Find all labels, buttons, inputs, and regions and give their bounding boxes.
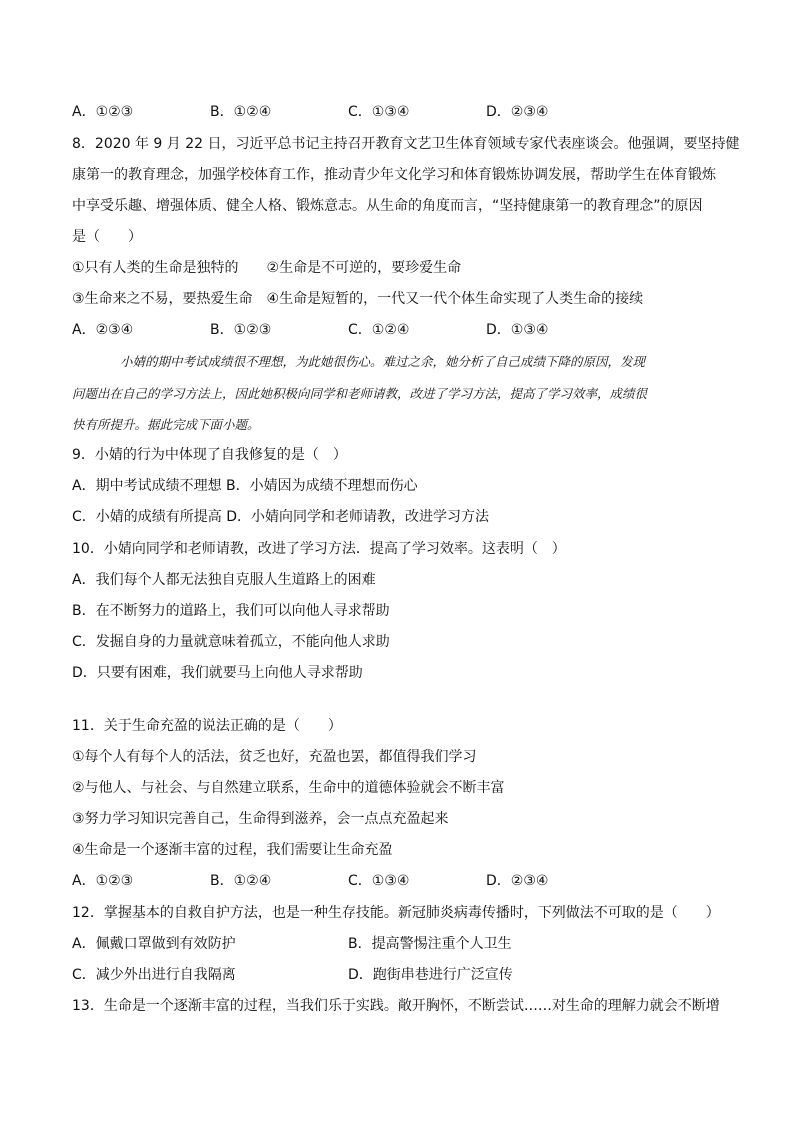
q8-options bbox=[72, 320, 722, 340]
q8-stem-line-2: 康第一的教育理念，加强学校体育工作，推动青少年文化学习和体育锻炼协调发展，帮助学生在体育锻炼 bbox=[72, 167, 716, 183]
q9-options-line-2: C．小婧的成绩有所提高 D．小婧向同学和老师请教，改进学习方法 bbox=[72, 509, 490, 525]
q8-option-a: A．②③④ bbox=[72, 322, 134, 338]
q10-stem: 10．小婧向同学和老师请教，改进了学习方法．提高了学习效率。这表明（ ） bbox=[72, 541, 566, 557]
q11-option-a: A．①②③ bbox=[72, 873, 134, 889]
q12-stem: 12．掌握基本的自救自护方法，也是一种生存技能。新冠肺炎病毒传播时，下列做法不可取的是（ ） bbox=[72, 905, 720, 921]
passage-line-3: 快有所提升。据此完成下面小题。 bbox=[72, 417, 260, 432]
q8-stem-line-4: 是（ ） bbox=[72, 229, 142, 245]
q12-options-row-1 bbox=[72, 934, 722, 954]
q12-option-b: B．提高警惕注重个人卫生 bbox=[348, 936, 512, 952]
q8-statement-2: ③生命来之不易，要热爱生命 ④生命是短暂的，一代又一代个体生命实现了人类生命的接续 bbox=[72, 291, 644, 307]
q11-option-b: B．①②④ bbox=[210, 873, 272, 889]
q11-option-c: C．①③④ bbox=[348, 873, 410, 889]
q8-stem-line-1: 8．2020 年 9 月 22 日，习近平总书记主持召开教育文艺卫生体育领域专家代表座谈会。他强调，要坚持健 bbox=[72, 136, 740, 152]
q8-statement-1: ①只有人类的生命是独特的 ②生命是不可逆的，要珍爱生命 bbox=[72, 260, 462, 276]
q12-option-d: D．跑街串巷进行广泛宣传 bbox=[348, 967, 513, 983]
q7-option-c: C．①③④ bbox=[348, 104, 410, 120]
q12-option-a: A．佩戴口罩做到有效防护 bbox=[72, 936, 236, 952]
q8-option-c: C．①②④ bbox=[348, 322, 410, 338]
q8-option-d: D．①③④ bbox=[486, 322, 549, 338]
q7-option-a: A．①②③ bbox=[72, 104, 134, 120]
passage-line-1: 小婧的期中考试成绩很不理想，为此她很伤心。难过之余，她分析了自己成绩下降的原因，发现 bbox=[120, 354, 646, 369]
q7-options bbox=[72, 102, 722, 122]
q7-option-b: B．①②④ bbox=[210, 104, 272, 120]
q9-stem: 9．小婧的行为中体现了自我修复的是（ ） bbox=[72, 447, 347, 463]
q11-statement-4: ④生命是一个逐渐丰富的过程，我们需要让生命充盈 bbox=[72, 842, 393, 858]
q11-statement-3: ③努力学习知识完善自己，生命得到滋养，会一点点充盈起来 bbox=[72, 811, 449, 827]
q10-option-b: B．在不断努力的道路上，我们可以向他人寻求帮助 bbox=[72, 603, 390, 619]
q8-option-b: B．①②③ bbox=[210, 322, 272, 338]
q7-option-d: D．②③④ bbox=[486, 104, 549, 120]
q12-option-c: C．减少外出进行自我隔离 bbox=[72, 967, 236, 983]
q9-options-line-1: A．期中考试成绩不理想 B．小婧因为成绩不理想而伤心 bbox=[72, 478, 418, 494]
q10-option-d: D．只要有困难，我们就要马上向他人寻求帮助 bbox=[72, 665, 363, 681]
q13-stem: 13．生命是一个逐渐丰富的过程，当我们乐于实践。敞开胸怀，不断尝试……对生命的理解力就会不断增 bbox=[72, 998, 720, 1014]
q11-statement-1: ①每个人有每个人的活法，贫乏也好，充盈也罢，都值得我们学习 bbox=[72, 749, 477, 765]
q10-option-a: A．我们每个人都无法独自克服人生道路上的困难 bbox=[72, 572, 376, 588]
q11-options bbox=[72, 871, 722, 891]
q8-stem-line-3: 中享受乐趣、增强体质、健全人格、锻炼意志。从生命的角度而言，“坚持健康第一的教育理念”的原因 bbox=[72, 198, 703, 214]
q10-option-c: C．发掘自身的力量就意味着孤立，不能向他人求助 bbox=[72, 634, 390, 650]
passage-line-2: 问题出在自己的学习方法上，因此她积极向同学和老师请教，改进了学习方法，提高了学习效率，成绩很 bbox=[72, 386, 648, 401]
q11-option-d: D．②③④ bbox=[486, 873, 549, 889]
q12-options-row-2 bbox=[72, 965, 722, 985]
q11-statement-2: ②与他人、与社会、与自然建立联系，生命中的道德体验就会不断丰富 bbox=[72, 780, 505, 796]
q11-stem: 11．关于生命充盈的说法正确的是（ ） bbox=[72, 718, 342, 734]
